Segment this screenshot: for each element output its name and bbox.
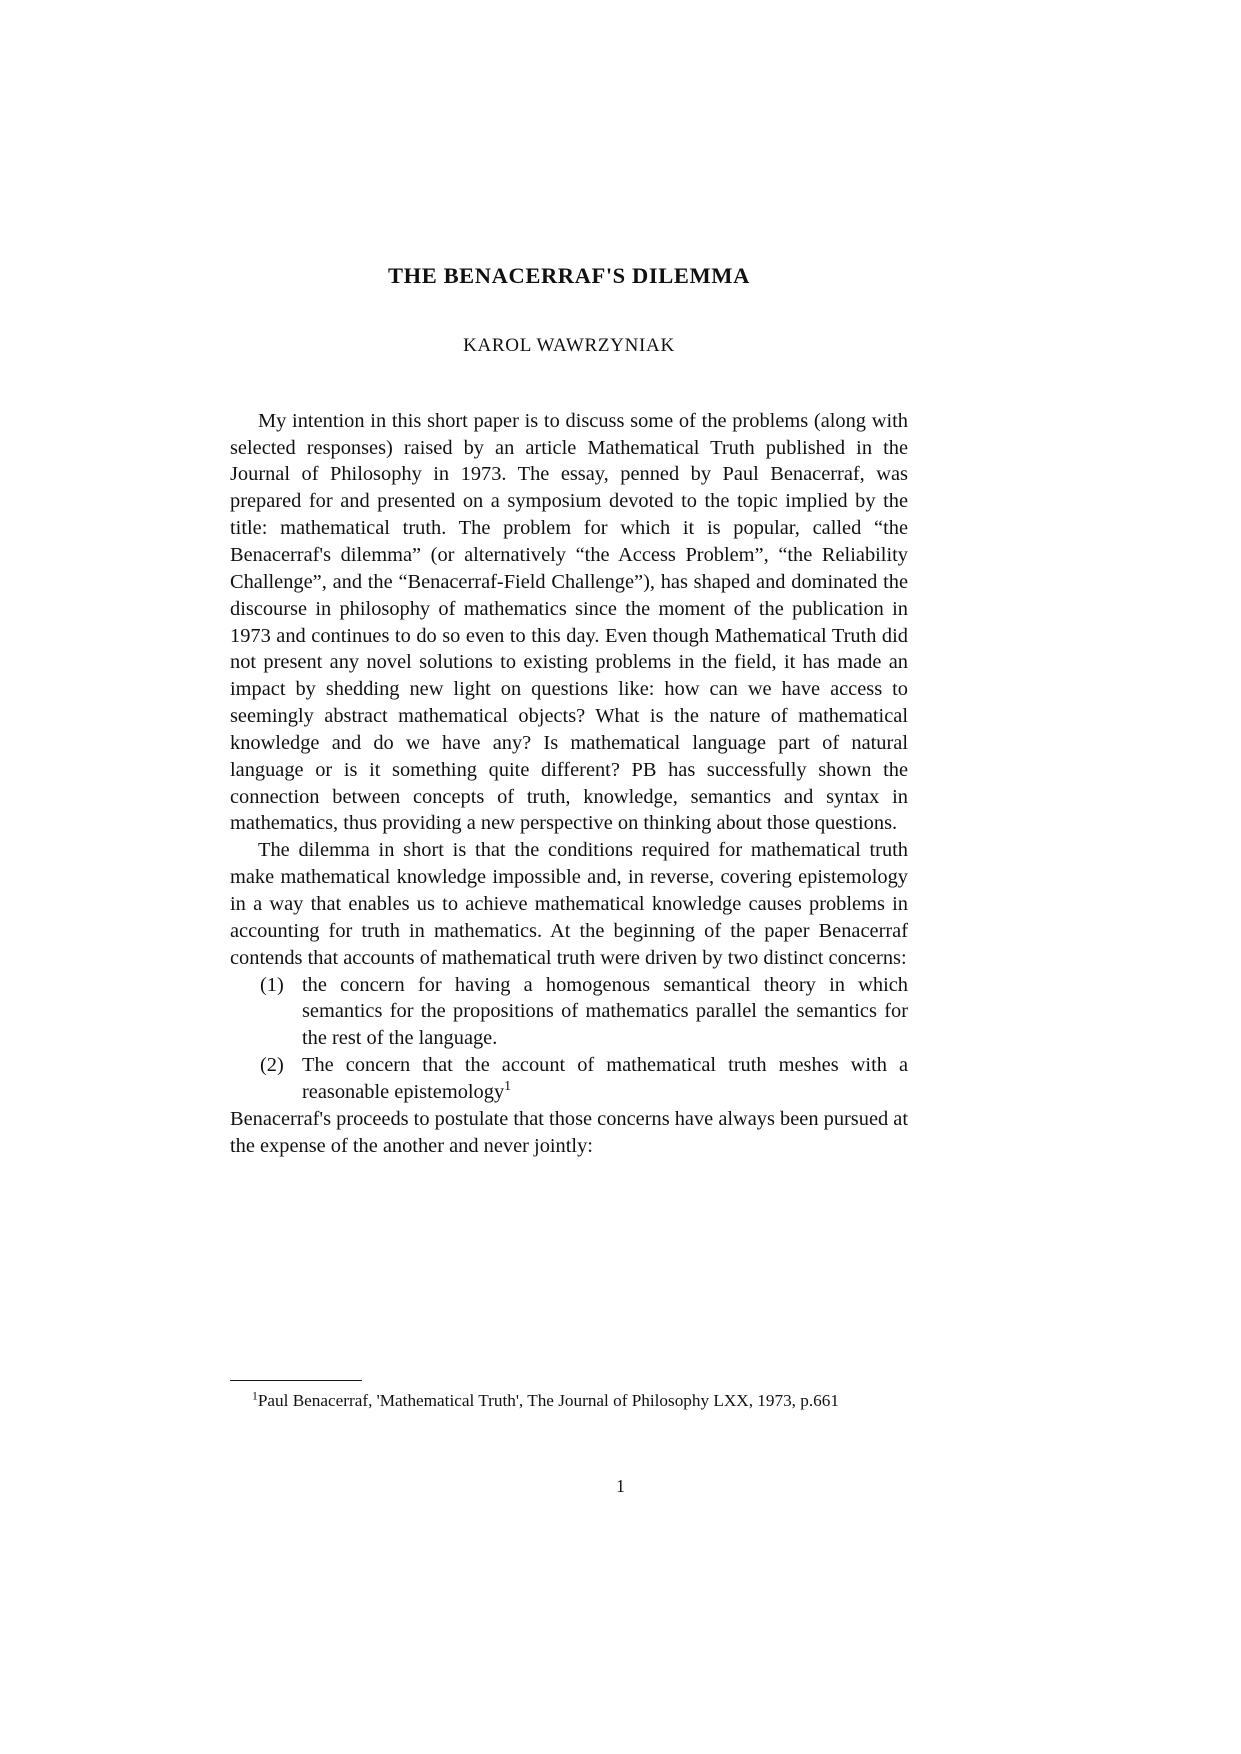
list-item xyxy=(230,972,908,1053)
author-line: KAROL WAWRZYNIAK xyxy=(463,335,675,356)
text-block xyxy=(230,262,908,1159)
paragraph-closing: Benacerraf's proceeds to postulate that those concerns have always been pursued at the expense of the another and never jointly: xyxy=(230,1107,908,1157)
footnote-separator-rule xyxy=(230,1380,362,1381)
footnote-reference-marker[interactable]: 1 xyxy=(504,1079,512,1095)
footnote-text: Paul Benacerraf, 'Mathematical Truth', The Journal of Philosophy LXX, 1973, p.661 xyxy=(257,1391,839,1410)
footnote-section xyxy=(230,1380,908,1413)
page-number: 1 xyxy=(616,1476,625,1496)
footnote-body xyxy=(230,1389,908,1413)
body-content xyxy=(230,408,908,1160)
list-item xyxy=(230,1052,908,1106)
paragraph-intro: My intention in this short paper is to discuss some of the problems (along with selected responses) raised by an article Mathematical Truth published in the Journal of Philosophy in 1973. The essay, penned by Paul Benacerraf, was prepared for and presented on a symposium devoted to the topic implied by the title: mathematical truth. The problem for which it is popular, called “the Benacerraf's dilemma” (or alternatively “the Access Problem”, “the Reliability Challenge”, and the “Benacerraf-Field Challenge”), has shaped and dominated the discourse in philosophy of mathematics since the moment of the publication in 1973 and continues to do so even to this day. Even though Mathematical Truth did not present any novel solutions to existing problems in the field, it has made an impact by shedding new light on questions like: how can we have access to seemingly abstract mathematical objects? What is the nature of mathematical knowledge and do we have any? Is mathematical language part of natural language or is it something quite different? PB has successfully shown the connection between concepts of truth, knowledge, semantics and syntax in mathematics, thus providing a new perspective on thinking about those questions. xyxy=(230,409,908,835)
list-item-marker: (1) xyxy=(260,973,284,996)
footnote-number: 1 xyxy=(252,1389,258,1403)
page-title: THE BENACERRAF'S DILEMMA xyxy=(388,263,750,288)
list-item-marker: (2) xyxy=(260,1054,284,1077)
paragraph-dilemma: The dilemma in short is that the conditions required for mathematical truth make mathematical knowledge impossible and, in reverse, covering epistemology in a way that enables us to achieve mathematical knowledge causes problems in accounting for truth in mathematics. At the beginning of the paper Benacerraf contends that accounts of mathematical truth were driven by two distinct concerns: xyxy=(230,839,908,969)
concerns-list xyxy=(230,972,908,1106)
list-item-text: The concern that the account of mathematical truth meshes with a reasonable epistemology xyxy=(302,1054,908,1103)
list-item-text: the concern for having a homogenous semantical theory in which semantics for the propositions of mathematics parallel the semantics for the rest of the language. xyxy=(302,973,908,1050)
